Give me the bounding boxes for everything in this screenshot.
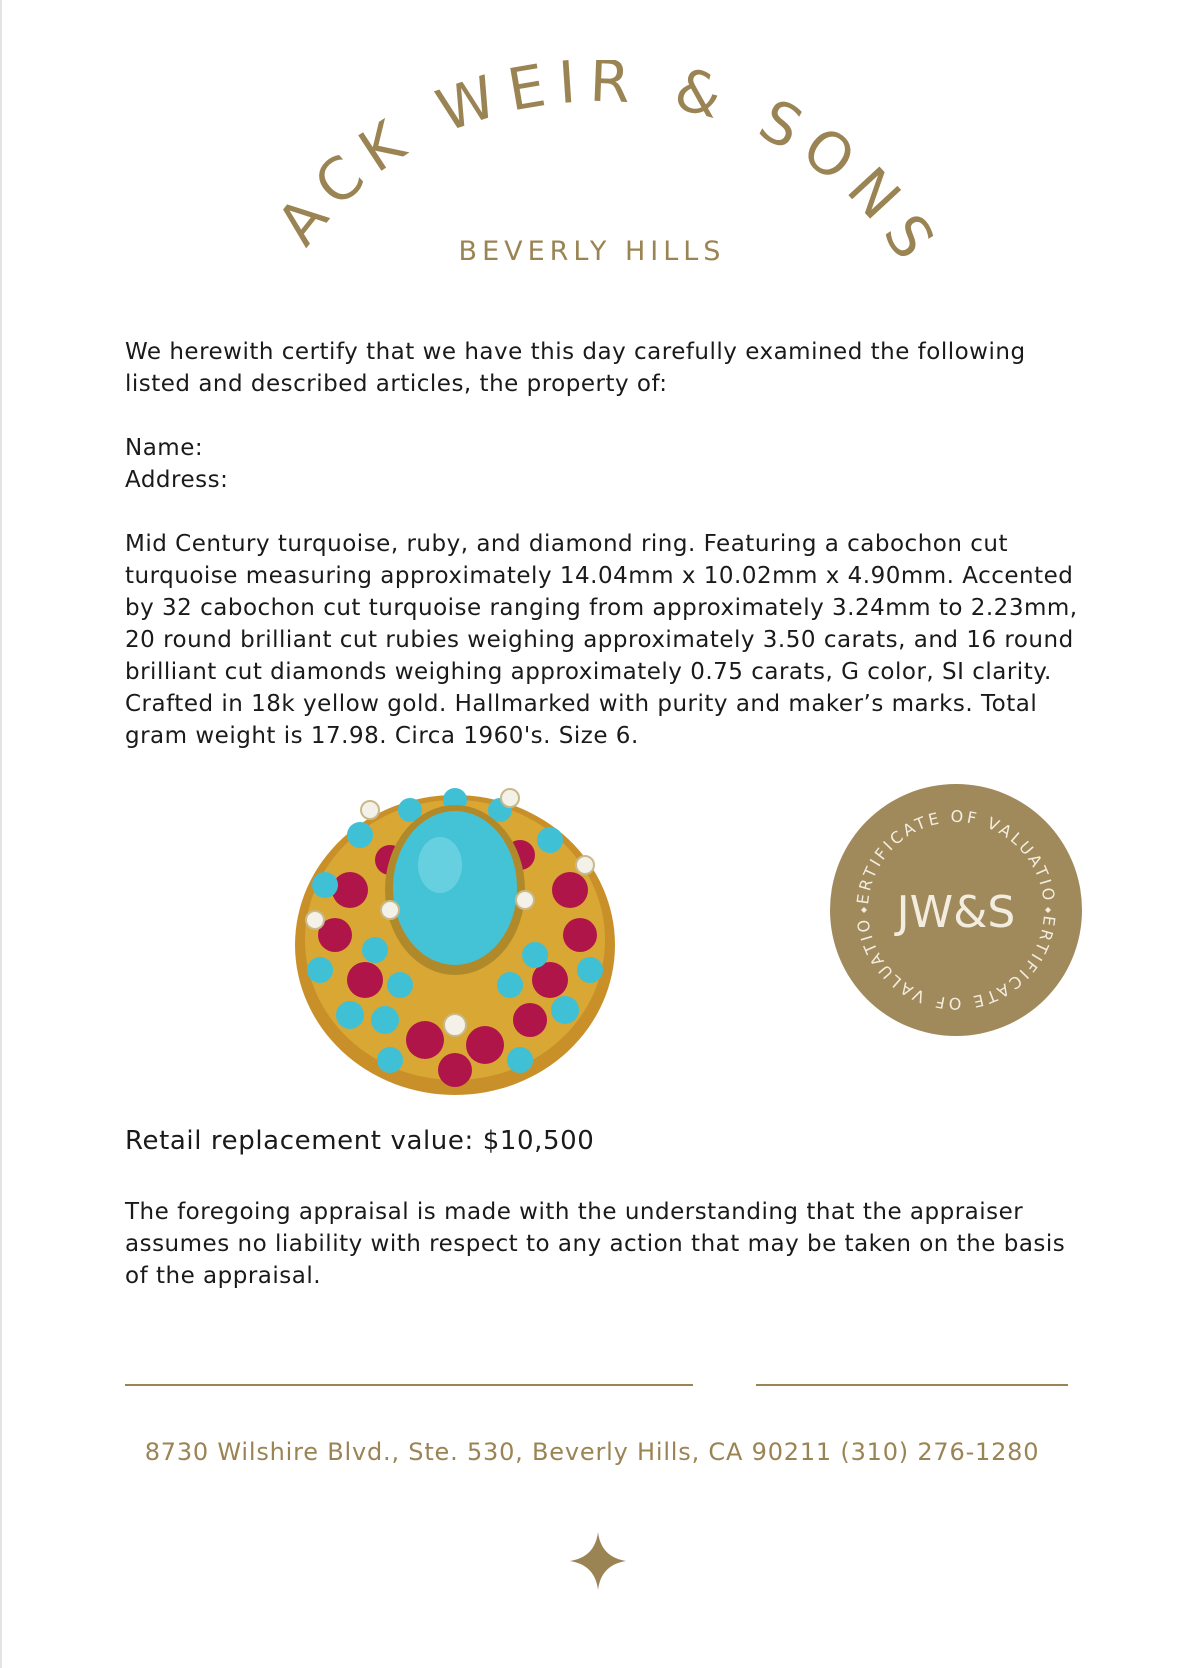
disclaimer-text: The foregoing appraisal is made with the understanding that the appraiser assumes no liability with respect to any action that may be taken on the basis of the appraisal. [125, 1199, 1066, 1289]
seal-ring-text-bottom-path: ERTIFICATE OF VALUATIO [853, 914, 1059, 1014]
name-label: Name: [125, 435, 204, 461]
owner-fields [125, 432, 1085, 496]
seal-ring-text-top-path: ERTIFICATE OF VALUATIO [853, 806, 1059, 906]
signature-line [125, 1384, 693, 1386]
item-description: Mid Century turquoise, ruby, and diamond ring. Featuring a cabochon cut turquoise measuring approximately 14.04mm x 10.02mm x 4.90mm. Accented by 32 cabochon cut turquoise ranging from approximately 3.24mm to 2.23mm, 20 round brilliant cut rubies weighing approximately 3.50 carats, and 16 round brilliant cut diamonds weighing approximately 0.75 carats, G color, SI clarity. Crafted in 18k yellow gold. Hallmarked with purity and maker’s marks. Total gram weight is 17.98. Circa 1960's. Size 6. [125, 531, 1078, 749]
footer-address: 8730 Wilshire Blvd., Ste. 530, Beverly Hills, CA 90211 (310) 276-1280 [144, 1438, 1040, 1466]
seal-monogram: JW&S [896, 887, 1016, 938]
retail-value: Retail replacement value: $10,500 [125, 1126, 595, 1156]
brand-location: BEVERLY HILLS [458, 236, 726, 267]
four-point-star-icon [570, 1532, 626, 1590]
date-line [756, 1384, 1068, 1386]
brand-name-path: ACK WEIR & SONS [263, 60, 954, 280]
intro-text: We herewith certify that we have this day carefully examined the following listed and described articles, the property of: [125, 339, 1026, 397]
certificate-seal [828, 782, 1084, 1038]
address-label: Address: [125, 467, 229, 493]
ring-photo [280, 770, 630, 1100]
